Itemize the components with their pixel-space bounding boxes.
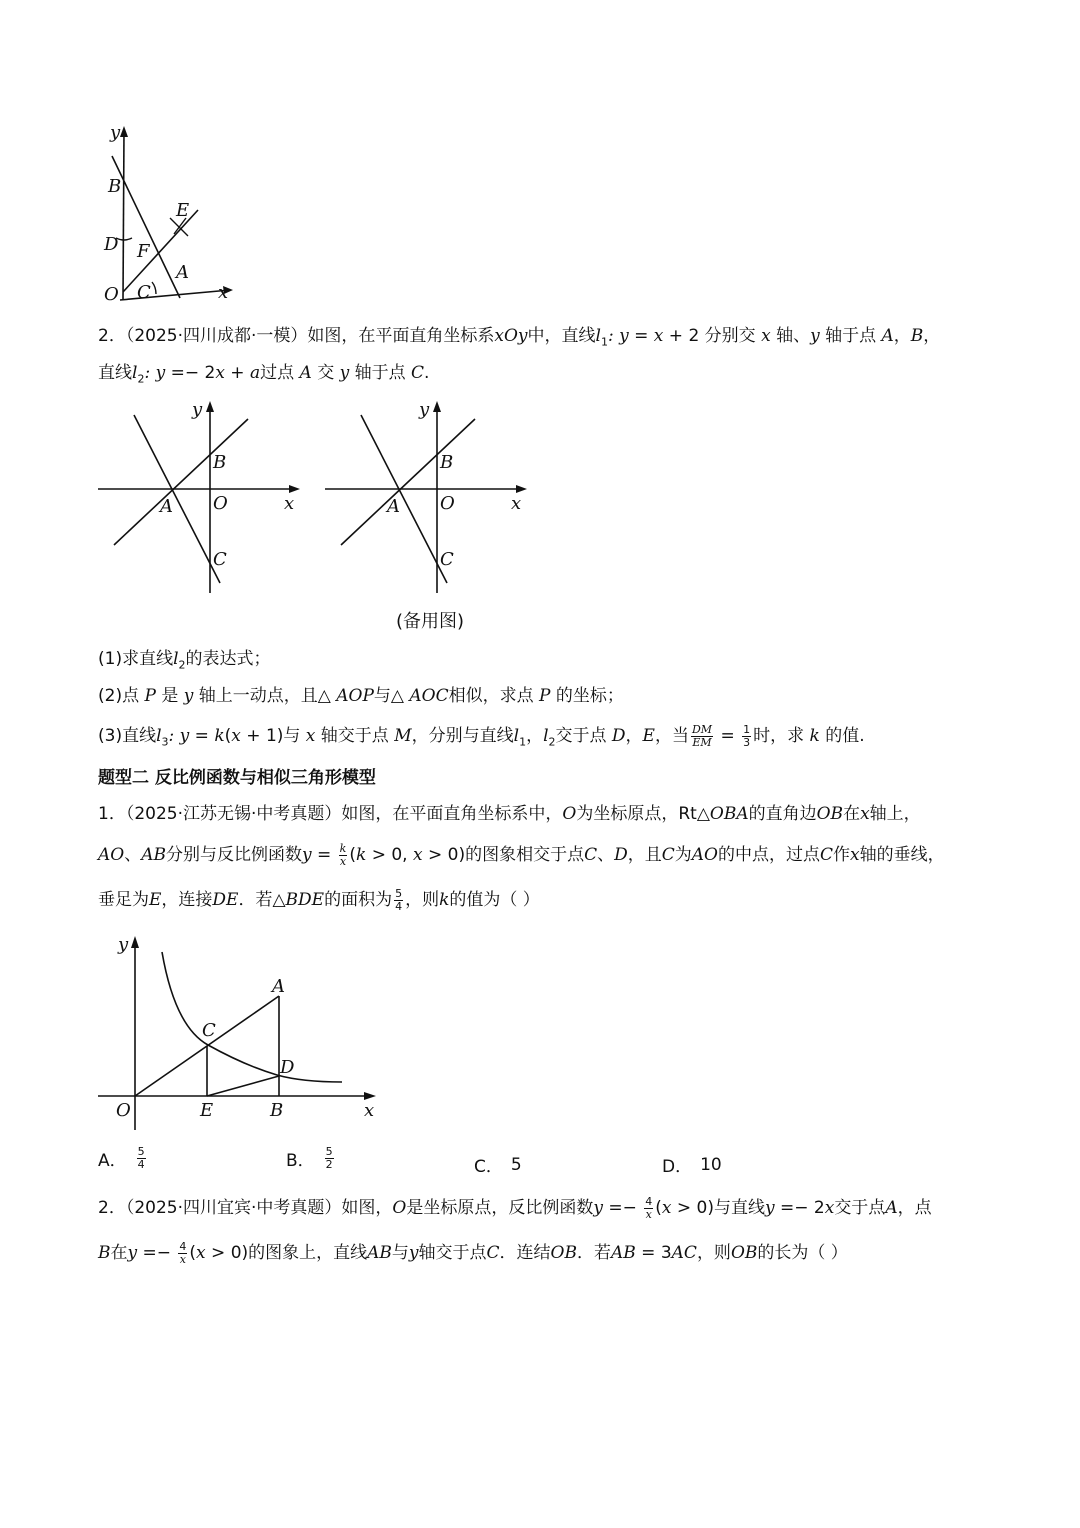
figure-lines-main bbox=[90, 395, 310, 600]
option-a[interactable]: A． $\frac{5}{4}$ bbox=[98, 1145, 145, 1171]
label-y: y bbox=[192, 399, 203, 420]
label-D: D bbox=[104, 234, 119, 255]
q2-yibin-line2: B在y =− $\frac{4}{x}$ (x > 0)的图象上，直线AB与y轴交于点C．连结OB．若AB = 3AC，则OB的长为（ ） bbox=[98, 1239, 848, 1266]
label-F: F bbox=[137, 241, 150, 262]
q2-part3: (3)直线$l_3$: y = k(x + 1)与 x 轴交于点 M，分别与直线$l_1$，$l_2$交于点 D，E，当 $\frac{DM}{EM}$ = $\frac{1}{3}$ 时，求 k 的值. bbox=[98, 722, 865, 749]
label-O: O bbox=[440, 493, 455, 514]
option-d[interactable]: D． 10 bbox=[662, 1154, 722, 1177]
q2-part2: (2)点 P 是 y 轴上一动点，且△ AOP与△ AOC相似，求点 P 的坐标； bbox=[98, 686, 624, 706]
section-title: 题型二 反比例函数与相似三角形模型 bbox=[98, 768, 376, 788]
label-O: O bbox=[104, 284, 119, 305]
label-C: C bbox=[202, 1020, 216, 1041]
q1-wuxi-line3: 垂足为E，连接DE．若△BDE的面积为 $\frac{5}{4}$ ，则k的值为（ ） bbox=[98, 886, 540, 913]
label-y: y bbox=[419, 399, 430, 420]
option-c[interactable]: C． 5 bbox=[474, 1154, 522, 1177]
label-A: A bbox=[387, 496, 400, 517]
label-A: A bbox=[160, 496, 173, 517]
label-O: O bbox=[116, 1100, 131, 1121]
label-y: y bbox=[110, 122, 121, 143]
spare-figure-caption: (备用图) bbox=[395, 611, 465, 632]
label-B: B bbox=[270, 1100, 284, 1121]
label-A: A bbox=[272, 976, 285, 997]
label-C: C bbox=[440, 549, 454, 570]
label-E: E bbox=[176, 200, 190, 221]
label-x: x bbox=[218, 282, 229, 303]
label-B: B bbox=[213, 452, 227, 473]
figure-inverse-function bbox=[90, 930, 390, 1130]
label-O: O bbox=[213, 493, 228, 514]
q1-wuxi-line2: AO、AB分别与反比例函数y = $\frac{k}{x}$ (k > 0, x > 0)的图象相交于点C、D，且C为AO的中点，过点C作x轴的垂线， bbox=[98, 841, 945, 868]
q2-part1: (1)求直线$l_2$的表达式； bbox=[98, 649, 271, 672]
q1-wuxi-line1: 1．（2025·江苏无锡·中考真题）如图，在平面直角坐标系中，O为坐标原点，Rt△OBA的直角边OB在x轴上， bbox=[98, 804, 921, 824]
q1-options bbox=[98, 1146, 988, 1186]
label-x: x bbox=[284, 493, 295, 514]
label-B: B bbox=[440, 452, 454, 473]
label-x: x bbox=[364, 1100, 375, 1121]
label-C: C bbox=[137, 282, 151, 303]
option-b[interactable]: B． $\frac{5}{2}$ bbox=[286, 1145, 333, 1171]
label-x: x bbox=[511, 493, 522, 514]
q2-chengdu-line2: 直线$l_2$: y =− 2x + a过点 A 交 y 轴于点 C. bbox=[98, 363, 430, 386]
label-y: y bbox=[118, 934, 129, 955]
label-B: B bbox=[108, 176, 122, 197]
q2-chengdu-line1: 2．（2025·四川成都·一模）如图，在平面直角坐标系xOy中，直线$l_1$: y = x + 2 分别交 x 轴、y 轴于点 A，B， bbox=[98, 326, 941, 349]
label-D: D bbox=[280, 1057, 295, 1078]
label-C: C bbox=[213, 549, 227, 570]
figure-lines-spare bbox=[317, 395, 537, 600]
q2-yibin-line1: 2．（2025·四川宜宾·中考真题）如图，O是坐标原点，反比例函数y =− $\frac{4}{x}$ (x > 0)与直线y =− 2x交于点A，点 bbox=[98, 1194, 932, 1221]
label-E: E bbox=[200, 1100, 214, 1121]
figure-construction bbox=[90, 120, 250, 310]
label-A: A bbox=[176, 262, 189, 283]
